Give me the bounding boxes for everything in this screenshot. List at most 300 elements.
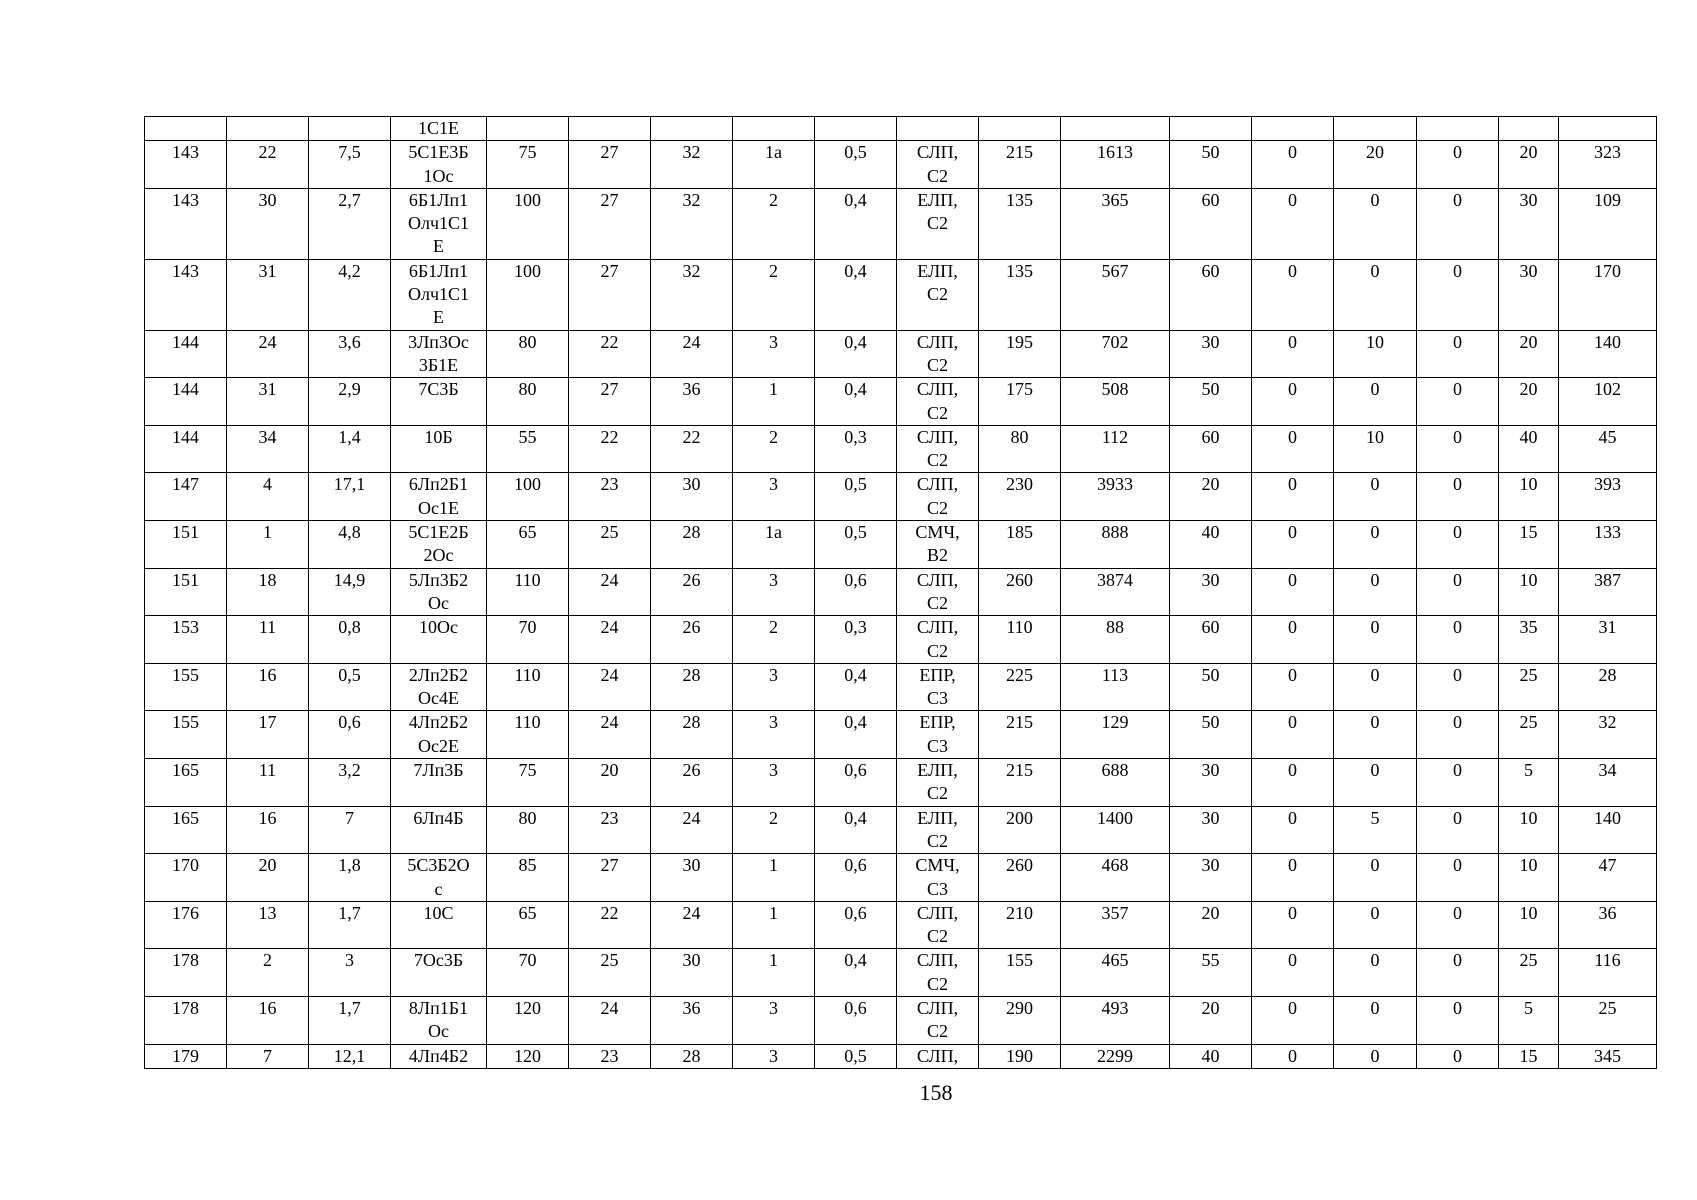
table-cell: 22 <box>651 425 733 473</box>
table-cell <box>1417 117 1499 141</box>
table-cell: 0,6 <box>815 568 897 616</box>
table-cell: 1 <box>733 901 815 949</box>
table-cell: 2 <box>733 616 815 664</box>
table-cell: 0 <box>1252 378 1334 426</box>
table-cell: 215 <box>979 711 1061 759</box>
table-cell: 30 <box>227 188 309 259</box>
table-cell: 0 <box>1334 521 1417 569</box>
table-cell: 13 <box>227 901 309 949</box>
table-cell: 144 <box>145 330 227 378</box>
table-cell: 0 <box>1334 568 1417 616</box>
table-cell: 567 <box>1061 259 1170 330</box>
table-cell: 102 <box>1559 378 1657 426</box>
table-cell: СЛП, С2 <box>897 901 979 949</box>
table-cell: 28 <box>651 711 733 759</box>
table-row <box>145 568 1657 616</box>
table-cell: 1а <box>733 521 815 569</box>
table-cell: 24 <box>569 616 651 664</box>
table-cell: 2299 <box>1061 1044 1170 1068</box>
table-cell: 0 <box>1334 616 1417 664</box>
table-cell: 50 <box>1170 663 1252 711</box>
table-cell: 28 <box>1559 663 1657 711</box>
table-cell: 140 <box>1559 330 1657 378</box>
table-cell: СЛП, С2 <box>897 425 979 473</box>
table-cell: 0,4 <box>815 711 897 759</box>
table-cell: 0 <box>1417 330 1499 378</box>
table-cell: 6Лп2Б1 Ос1Е <box>391 473 487 521</box>
table-row <box>145 259 1657 330</box>
table-cell: 110 <box>487 663 569 711</box>
table-row <box>145 117 1657 141</box>
table-cell: 18 <box>227 568 309 616</box>
table-cell: СЛП, <box>897 1044 979 1068</box>
table-cell: 0 <box>1252 330 1334 378</box>
table-cell: 0,6 <box>815 901 897 949</box>
table-cell: 2Лп2Б2 Ос4Е <box>391 663 487 711</box>
table-cell: 176 <box>145 901 227 949</box>
table-cell: 88 <box>1061 616 1170 664</box>
table-cell <box>145 117 227 141</box>
table-cell: 195 <box>979 330 1061 378</box>
table-cell: 143 <box>145 188 227 259</box>
table-cell: 0 <box>1417 663 1499 711</box>
table-cell: 3933 <box>1061 473 1170 521</box>
table-cell: 31 <box>227 378 309 426</box>
table-cell: 129 <box>1061 711 1170 759</box>
table-row <box>145 473 1657 521</box>
table-cell: 0,3 <box>815 425 897 473</box>
table-cell: 0 <box>1252 141 1334 189</box>
table-cell: 135 <box>979 188 1061 259</box>
table-cell: 0 <box>1417 568 1499 616</box>
table-cell: 179 <box>145 1044 227 1068</box>
table-cell: 110 <box>487 568 569 616</box>
table-cell: 0 <box>1252 949 1334 997</box>
table-cell: 0 <box>1417 996 1499 1044</box>
table-cell: 32 <box>651 141 733 189</box>
table-cell: 4 <box>227 473 309 521</box>
table-body <box>145 117 1657 1069</box>
table-cell: ЕЛП, С2 <box>897 759 979 807</box>
table-cell: 30 <box>651 949 733 997</box>
table-cell: 85 <box>487 854 569 902</box>
table-cell: 100 <box>487 473 569 521</box>
table-cell: 75 <box>487 141 569 189</box>
table-row <box>145 901 1657 949</box>
table-cell: 47 <box>1559 854 1657 902</box>
table-cell: 22 <box>569 330 651 378</box>
table-cell: 25 <box>1499 711 1559 759</box>
table-cell: 147 <box>145 473 227 521</box>
table-cell: 20 <box>1499 378 1559 426</box>
table-cell: 345 <box>1559 1044 1657 1068</box>
table-cell: 25 <box>1499 949 1559 997</box>
table-cell: 0 <box>1252 711 1334 759</box>
table-cell: 1 <box>227 521 309 569</box>
table-cell: 0,5 <box>815 141 897 189</box>
table-cell: 3,2 <box>309 759 391 807</box>
table-cell: 116 <box>1559 949 1657 997</box>
table-cell: 36 <box>1559 901 1657 949</box>
table-cell: 140 <box>1559 806 1657 854</box>
table-cell: 5С1Е3Б 1Ос <box>391 141 487 189</box>
table-cell: 0 <box>1334 711 1417 759</box>
table-row <box>145 616 1657 664</box>
table-cell: 170 <box>145 854 227 902</box>
table-cell: 1 <box>733 378 815 426</box>
table-cell: 0,5 <box>815 473 897 521</box>
table-cell: 30 <box>651 473 733 521</box>
table-cell: 25 <box>1559 996 1657 1044</box>
table-cell: 113 <box>1061 663 1170 711</box>
table-cell: 24 <box>569 996 651 1044</box>
table-cell: 3874 <box>1061 568 1170 616</box>
table-cell: 0 <box>1252 616 1334 664</box>
table-cell: 4Лп2Б2 Ос2Е <box>391 711 487 759</box>
table-cell: 0 <box>1417 425 1499 473</box>
table-cell: 22 <box>569 901 651 949</box>
table-cell: 0,6 <box>815 996 897 1044</box>
table-cell: 100 <box>487 188 569 259</box>
table-cell: 15 <box>1499 521 1559 569</box>
table-cell: 55 <box>487 425 569 473</box>
table-cell: 20 <box>1170 473 1252 521</box>
table-cell: 3 <box>733 330 815 378</box>
table-cell: 143 <box>145 141 227 189</box>
table-cell <box>1252 117 1334 141</box>
table-cell: 0 <box>1252 759 1334 807</box>
table-cell: 0,4 <box>815 378 897 426</box>
table-cell: 27 <box>569 188 651 259</box>
table-cell: 11 <box>227 616 309 664</box>
table-cell: 151 <box>145 568 227 616</box>
table-cell: 0,5 <box>815 521 897 569</box>
table-cell: 0 <box>1252 854 1334 902</box>
table-cell: 32 <box>651 259 733 330</box>
table-cell: 3 <box>733 1044 815 1068</box>
table-cell: 0,4 <box>815 259 897 330</box>
table-cell: 70 <box>487 949 569 997</box>
table-cell: 24 <box>569 711 651 759</box>
table-cell: 200 <box>979 806 1061 854</box>
table-cell: ЕПР, С3 <box>897 663 979 711</box>
table-cell <box>815 117 897 141</box>
table-cell: СЛП, С2 <box>897 378 979 426</box>
table-cell: 25 <box>1499 663 1559 711</box>
table-cell: 155 <box>145 663 227 711</box>
table-cell: 0,4 <box>815 949 897 997</box>
table-cell: 3 <box>733 711 815 759</box>
table-cell: 35 <box>1499 616 1559 664</box>
table-cell: 0 <box>1417 473 1499 521</box>
table-cell: 10 <box>1499 568 1559 616</box>
table-cell: 24 <box>227 330 309 378</box>
table-cell: 0 <box>1417 378 1499 426</box>
table-cell: 155 <box>145 711 227 759</box>
table-cell: 14,9 <box>309 568 391 616</box>
table-cell: 0 <box>1252 663 1334 711</box>
table-cell: 27 <box>569 141 651 189</box>
table-cell: 225 <box>979 663 1061 711</box>
table-cell: 0 <box>1417 759 1499 807</box>
table-cell: 0 <box>1417 521 1499 569</box>
table-cell: 109 <box>1559 188 1657 259</box>
table-cell <box>979 117 1061 141</box>
table-cell: 40 <box>1170 521 1252 569</box>
table-cell: 110 <box>487 711 569 759</box>
table-cell: 0,5 <box>815 1044 897 1068</box>
table-cell: 34 <box>1559 759 1657 807</box>
table-cell: 4,8 <box>309 521 391 569</box>
table-cell: СЛП, С2 <box>897 141 979 189</box>
table-cell: СЛП, С2 <box>897 330 979 378</box>
table-cell: 0 <box>1252 188 1334 259</box>
table-cell: 60 <box>1170 259 1252 330</box>
table-cell: 5 <box>1499 759 1559 807</box>
table-cell: ЕЛП, С2 <box>897 188 979 259</box>
table-cell: 30 <box>1170 806 1252 854</box>
table-cell: 0 <box>1252 1044 1334 1068</box>
table-cell: 5С1Е2Б 2Ос <box>391 521 487 569</box>
table-cell: 7,5 <box>309 141 391 189</box>
table-cell: 0 <box>1334 759 1417 807</box>
table-cell: 28 <box>651 521 733 569</box>
table-cell: 7Лп3Б <box>391 759 487 807</box>
table-cell: 2,9 <box>309 378 391 426</box>
table-row <box>145 521 1657 569</box>
table-row <box>145 996 1657 1044</box>
table-cell: 1613 <box>1061 141 1170 189</box>
table-cell: 17 <box>227 711 309 759</box>
table-cell: 144 <box>145 425 227 473</box>
table-cell: 36 <box>651 378 733 426</box>
table-cell: 60 <box>1170 616 1252 664</box>
table-cell: 0 <box>1334 259 1417 330</box>
table-cell: ЕЛП, С2 <box>897 259 979 330</box>
table-cell: 20 <box>1499 141 1559 189</box>
table-cell: 26 <box>651 759 733 807</box>
table-cell: 10 <box>1499 473 1559 521</box>
table-cell: 50 <box>1170 378 1252 426</box>
table-cell: 0,4 <box>815 663 897 711</box>
table-cell: 153 <box>145 616 227 664</box>
table-cell: 0 <box>1334 901 1417 949</box>
table-row <box>145 759 1657 807</box>
table-cell: 25 <box>569 949 651 997</box>
table-cell: 185 <box>979 521 1061 569</box>
table-cell: 60 <box>1170 425 1252 473</box>
table-cell: 0,8 <box>309 616 391 664</box>
table-cell: СЛП, С2 <box>897 568 979 616</box>
table-cell: 20 <box>227 854 309 902</box>
table-cell: 888 <box>1061 521 1170 569</box>
table-cell: 10 <box>1499 806 1559 854</box>
table-cell: 50 <box>1170 711 1252 759</box>
table-cell: 215 <box>979 141 1061 189</box>
table-cell: 30 <box>1170 759 1252 807</box>
table-cell: 1,7 <box>309 996 391 1044</box>
table-row <box>145 1044 1657 1068</box>
table-cell <box>1061 117 1170 141</box>
table-cell: 120 <box>487 1044 569 1068</box>
table-cell: 0,6 <box>309 711 391 759</box>
table-cell: 22 <box>227 141 309 189</box>
table-cell: 0,4 <box>815 330 897 378</box>
table-cell: 0,6 <box>815 759 897 807</box>
table-cell: 0 <box>1252 806 1334 854</box>
table-cell: 30 <box>651 854 733 902</box>
table-cell: 23 <box>569 1044 651 1068</box>
table-cell: 3 <box>733 473 815 521</box>
table-cell: 32 <box>651 188 733 259</box>
table-row <box>145 711 1657 759</box>
table-cell: 3 <box>733 759 815 807</box>
table-cell: 4Лп4Б2 <box>391 1044 487 1068</box>
table-cell: 190 <box>979 1044 1061 1068</box>
table-cell <box>569 117 651 141</box>
table-cell: 3 <box>309 949 391 997</box>
table-cell: 0 <box>1417 259 1499 330</box>
table-row <box>145 854 1657 902</box>
table-cell: 30 <box>1499 259 1559 330</box>
table-cell <box>1499 117 1559 141</box>
table-cell: 60 <box>1170 188 1252 259</box>
table-cell <box>1334 117 1417 141</box>
table-row <box>145 425 1657 473</box>
table-cell: 0 <box>1252 425 1334 473</box>
table-cell: 1С1Е <box>391 117 487 141</box>
table-cell: 120 <box>487 996 569 1044</box>
table-cell: 1 <box>733 949 815 997</box>
table-cell: 10С <box>391 901 487 949</box>
table-cell: 27 <box>569 854 651 902</box>
table-cell: 3 <box>733 663 815 711</box>
table-cell: 10 <box>1334 330 1417 378</box>
table-cell <box>487 117 569 141</box>
table-cell: 178 <box>145 949 227 997</box>
table-cell: СЛП, С2 <box>897 996 979 1044</box>
table-cell <box>897 117 979 141</box>
table-cell: 45 <box>1559 425 1657 473</box>
table-cell <box>733 117 815 141</box>
table-row <box>145 378 1657 426</box>
table-cell: 0 <box>1334 854 1417 902</box>
table-cell: 65 <box>487 901 569 949</box>
table-row <box>145 330 1657 378</box>
table-cell: 0 <box>1252 568 1334 616</box>
table-cell: 323 <box>1559 141 1657 189</box>
table-cell: 80 <box>979 425 1061 473</box>
table-cell: 215 <box>979 759 1061 807</box>
table-cell: 70 <box>487 616 569 664</box>
table-cell: 170 <box>1559 259 1657 330</box>
page-number: 158 <box>919 1080 953 1105</box>
table-cell: 365 <box>1061 188 1170 259</box>
table-cell: 10Б <box>391 425 487 473</box>
table-cell: 2 <box>733 259 815 330</box>
table-cell: 387 <box>1559 568 1657 616</box>
table-cell: 15 <box>1499 1044 1559 1068</box>
table-cell: 0,3 <box>815 616 897 664</box>
table-cell: 28 <box>651 663 733 711</box>
table-cell: 0 <box>1417 901 1499 949</box>
table-row <box>145 188 1657 259</box>
table-cell: 1а <box>733 141 815 189</box>
table-cell: 1,7 <box>309 901 391 949</box>
table-cell: 133 <box>1559 521 1657 569</box>
table-cell: 10 <box>1334 425 1417 473</box>
table-cell: 465 <box>1061 949 1170 997</box>
table-cell: 17,1 <box>309 473 391 521</box>
table-cell: 31 <box>1559 616 1657 664</box>
table-cell: 5Лп3Б2 Ос <box>391 568 487 616</box>
table-cell: 7Ос3Б <box>391 949 487 997</box>
table-cell: 30 <box>1170 330 1252 378</box>
table-cell: 24 <box>569 663 651 711</box>
table-cell: 20 <box>569 759 651 807</box>
table-cell: 30 <box>1170 854 1252 902</box>
table-cell: 0 <box>1334 378 1417 426</box>
table-cell: 10Ос <box>391 616 487 664</box>
table-cell: 20 <box>1499 330 1559 378</box>
table-cell: 290 <box>979 996 1061 1044</box>
table-cell: 27 <box>569 259 651 330</box>
table-cell: 26 <box>651 568 733 616</box>
table-cell: ЕПР, С3 <box>897 711 979 759</box>
table-cell: ЕЛП, С2 <box>897 806 979 854</box>
table-cell: 36 <box>651 996 733 1044</box>
table-cell: 5 <box>1499 996 1559 1044</box>
table-cell: 0 <box>1252 996 1334 1044</box>
table-cell: 0 <box>1334 188 1417 259</box>
table-cell: СЛП, С2 <box>897 473 979 521</box>
table-cell: 468 <box>1061 854 1170 902</box>
table-cell: 27 <box>569 378 651 426</box>
table-cell: 3Лп3Ос 3Б1Е <box>391 330 487 378</box>
table-cell: 1400 <box>1061 806 1170 854</box>
table-cell: 23 <box>569 806 651 854</box>
table-cell: 28 <box>651 1044 733 1068</box>
table-cell: 75 <box>487 759 569 807</box>
table-cell: 135 <box>979 259 1061 330</box>
table-cell: 2 <box>227 949 309 997</box>
table-cell: 175 <box>979 378 1061 426</box>
table-cell: 165 <box>145 759 227 807</box>
table-cell: 0 <box>1417 1044 1499 1068</box>
table-cell: 55 <box>1170 949 1252 997</box>
table-cell: 20 <box>1334 141 1417 189</box>
table-cell: 5 <box>1334 806 1417 854</box>
table-cell: 16 <box>227 663 309 711</box>
table-cell: 0 <box>1334 1044 1417 1068</box>
table-cell: 508 <box>1061 378 1170 426</box>
table-cell: 10 <box>1499 901 1559 949</box>
table-cell <box>309 117 391 141</box>
table-cell: 6Лп4Б <box>391 806 487 854</box>
table-cell: 7 <box>309 806 391 854</box>
table-cell: 178 <box>145 996 227 1044</box>
table-cell: 40 <box>1170 1044 1252 1068</box>
table-cell <box>1559 117 1657 141</box>
table-cell: 0 <box>1417 616 1499 664</box>
table-cell: 30 <box>1499 188 1559 259</box>
table-cell: 1,8 <box>309 854 391 902</box>
table-cell: 31 <box>227 259 309 330</box>
table-cell: 0 <box>1417 854 1499 902</box>
table-cell: 12,1 <box>309 1044 391 1068</box>
table-cell: 165 <box>145 806 227 854</box>
table-cell: 3,6 <box>309 330 391 378</box>
